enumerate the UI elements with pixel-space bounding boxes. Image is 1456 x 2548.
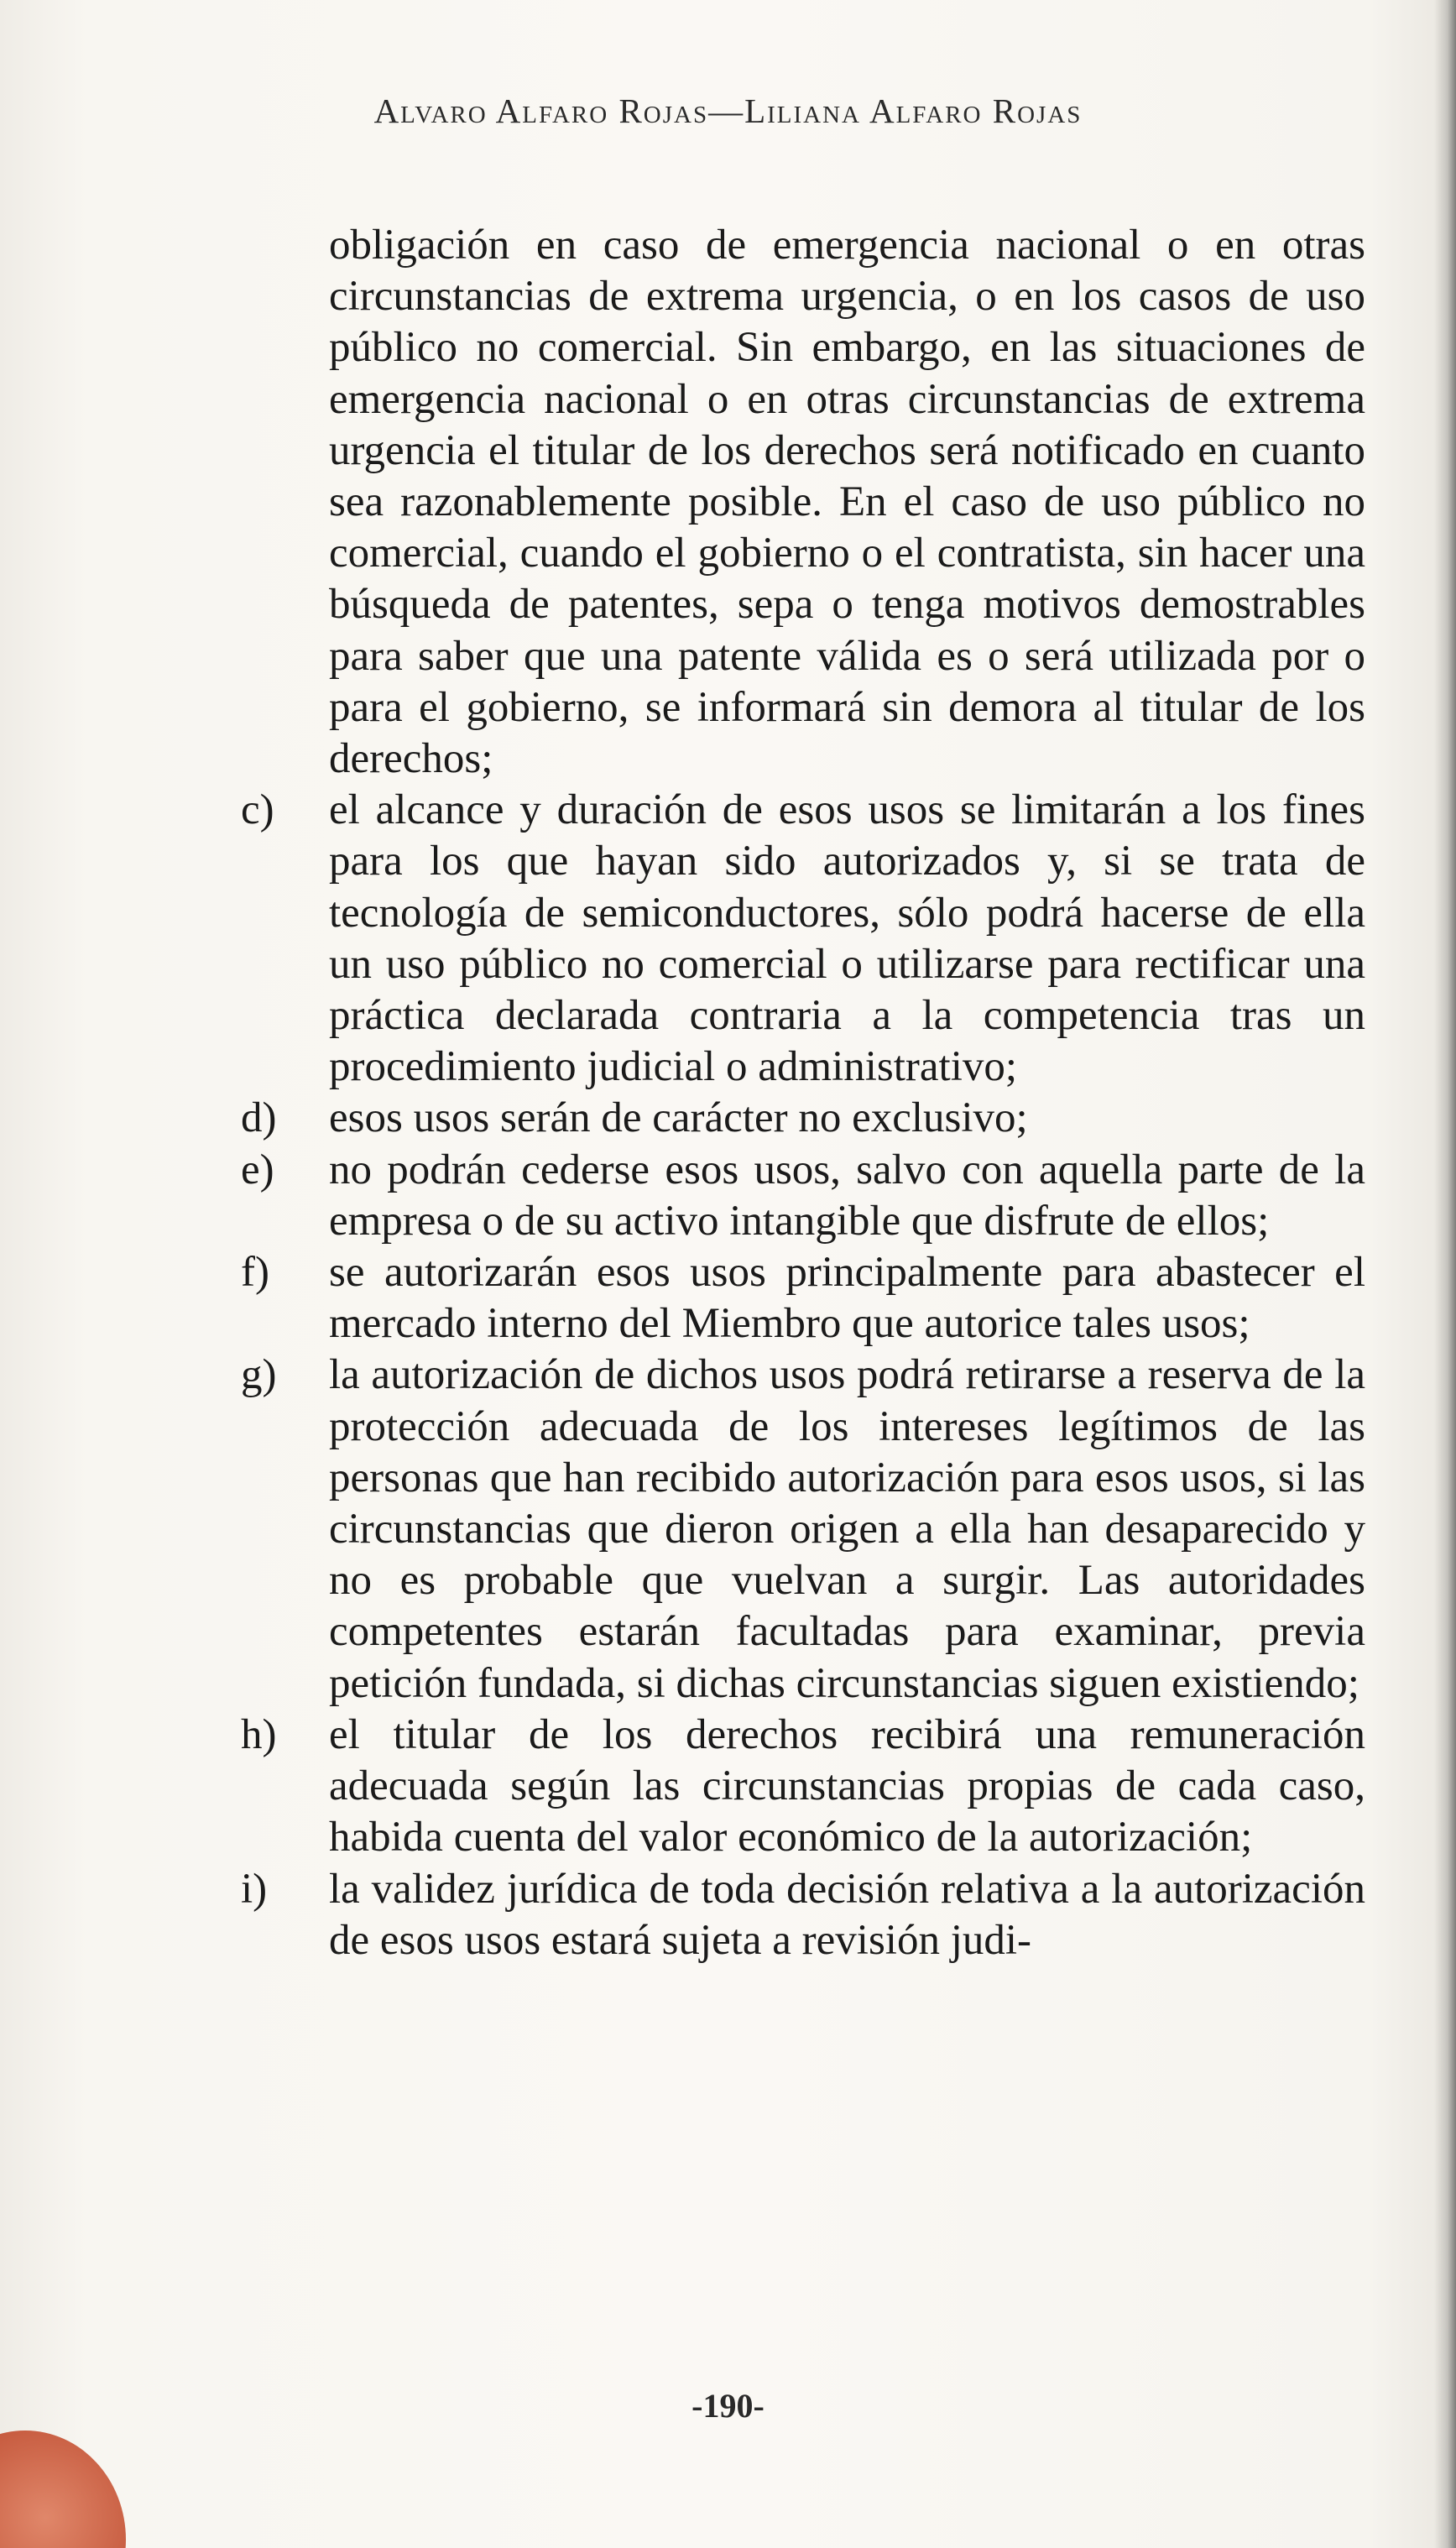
body-text	[241, 220, 1365, 1966]
running-head: Alvaro Alfaro Rojas—Liliana Alfaro Rojas	[373, 91, 1083, 130]
list-item-text: el titular de los derechos recibirá una remuneración adecuada según las circunstancias propias de cada caso, habida cuenta del valor económico de la autorización;	[329, 1710, 1365, 1861]
list-marker: e)	[241, 1146, 274, 1193]
list-item-c	[241, 785, 1365, 1093]
list-item-text: el alcance y duración de esos usos se limitarán a los fines para los que hayan sido autorizados y, si se trata de tecnología de semiconductores, sólo podrá hacerse de ella un uso público no comercial o utilizarse para rectificar una práctica declarada contraria a la competencia tras un procedimiento judicial o administrativo;	[329, 786, 1365, 1091]
list-item-d	[241, 1093, 1365, 1144]
list-marker: i)	[241, 1865, 268, 1913]
list-item-text: no podrán cederse esos usos, salvo con aquella parte de la empresa o de su activo intangible que disfrute de ellos;	[329, 1146, 1365, 1245]
list-marker: f)	[241, 1249, 269, 1297]
list-item-e	[241, 1145, 1365, 1247]
list-marker: g)	[241, 1351, 277, 1399]
list-marker: c)	[241, 786, 274, 834]
list-item-i	[241, 1864, 1365, 1966]
list-item-h	[241, 1710, 1365, 1864]
list-item-text: se autorizarán esos usos principalmente para abastecer el mercado interno del Miembro que autorice tales usos;	[329, 1249, 1365, 1348]
list-marker: d)	[241, 1094, 277, 1142]
list-item-f	[241, 1247, 1365, 1350]
list-marker: h)	[241, 1710, 277, 1758]
thumb-corner	[0, 2431, 126, 2548]
list-item-text: la validez jurídica de toda decisión relativa a la autorización de esos usos estará sujeta a revisión judi-	[329, 1865, 1365, 1964]
continuation-paragraph: obligación en caso de emergencia nacional o en otras circunstancias de extrema urgencia, o en los casos de uso público no comercial. Sin embargo, en las situaciones de emergencia nacional o en otras circunstancias de extrema urgencia el titular de los derechos será notificado en cuanto sea razonablemente posible. En el caso de uso público no comercial, cuando el gobierno o el contratista, sin hacer una búsqueda de patentes, sepa o tenga motivos demostrables para saber que una patente válida es o será utilizada por o para el gobierno, se informará sin demora al titular de los derechos;	[329, 222, 1365, 783]
list-item-text: esos usos serán de carácter no exclusivo;	[329, 1094, 1028, 1142]
page-number: -190-	[691, 2387, 765, 2425]
list-item-g	[241, 1350, 1365, 1709]
list-item-text: la autorización de dichos usos podrá retirarse a reserva de la protección adecuada de los intereses legítimos de las personas que han recibido autorización para esos usos, si las circunstancias que dieron origen a ella han desaparecido y no es probable que vuelvan a surgir. Las autoridades competentes estarán facultadas para examinar, previa petición fundada, si dichas circunstancias siguen existiendo;	[329, 1351, 1365, 1707]
page-edge-shadow	[1434, 0, 1456, 2548]
